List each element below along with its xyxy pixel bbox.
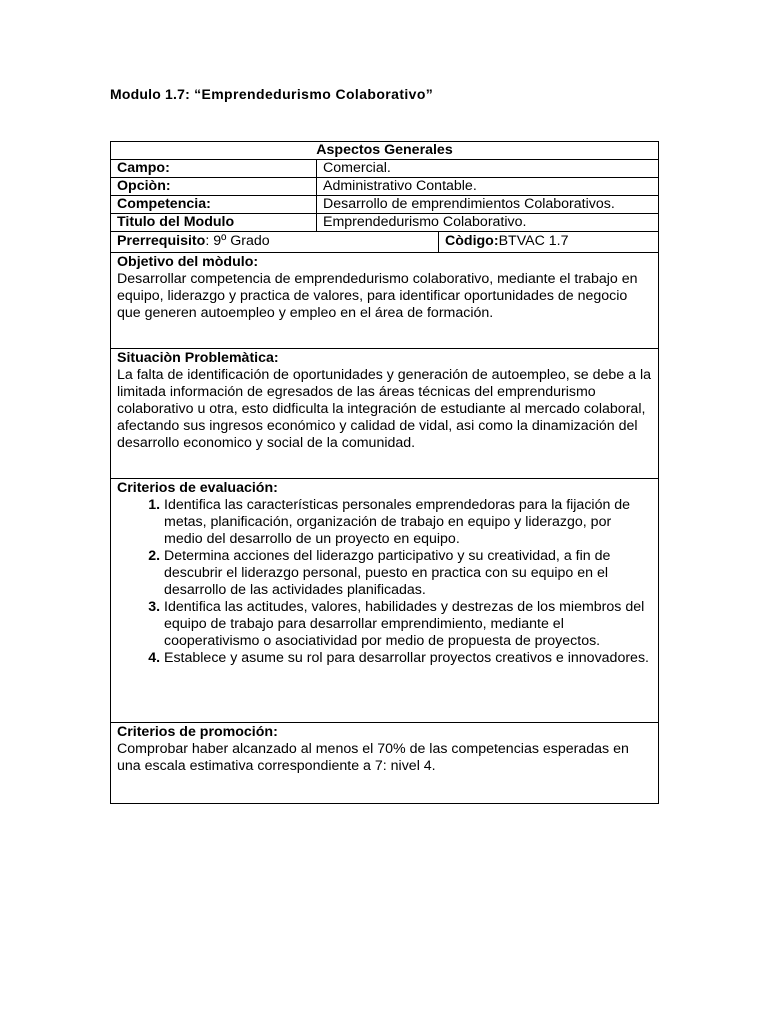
table-row bbox=[111, 178, 659, 196]
row-label-competencia: Competencia: bbox=[111, 196, 317, 214]
situation-title: Situaciòn Problemàtica: bbox=[117, 350, 279, 366]
document-title bbox=[110, 86, 433, 102]
prerequisite-label: Prerrequisito bbox=[117, 233, 206, 249]
objective-text: Desarrollar competencia de emprendedurismo colaborativo, mediante el trabajo en equipo, liderazgo y practica de valores, para identificar oportunidades de negocio que generen autoempleo y empleo en el área de formación. bbox=[117, 271, 638, 321]
table-row-situation bbox=[111, 349, 659, 479]
row-value-opcion: Administrativo Contable. bbox=[317, 178, 659, 196]
row-label-opcion: Opciòn: bbox=[111, 178, 317, 196]
table-row-promotion bbox=[111, 723, 659, 804]
situation-cell bbox=[111, 349, 659, 479]
list-item: 2. Determina acciones del liderazgo participativo y su creatividad, a fin de descubrir el liderazgo personal, puesto en practica con su equipo en el desarrollo de las actividades planificadas. bbox=[164, 548, 652, 599]
table-row bbox=[111, 196, 659, 214]
prerequisite-cell bbox=[111, 232, 439, 253]
evaluation-list bbox=[117, 497, 652, 667]
code-label: Còdigo: bbox=[445, 233, 499, 249]
row-value-competencia: Desarrollo de emprendimientos Colaborativos. bbox=[317, 196, 659, 214]
promotion-title: Criterios de promoción: bbox=[117, 724, 278, 740]
promotion-text: Comprobar haber alcanzado al menos el 70% de las competencias esperadas en una escala estimativa correspondiente a 7: nivel 4. bbox=[117, 741, 629, 774]
code-cell bbox=[439, 232, 659, 253]
table-header: Aspectos Generales bbox=[111, 142, 659, 160]
module-table bbox=[110, 141, 659, 804]
row-value-titulo: Emprendedurismo Colaborativo. bbox=[317, 214, 659, 232]
table-row bbox=[111, 160, 659, 178]
promotion-cell bbox=[111, 723, 659, 804]
list-item: 1. Identifica las características personales emprendedoras para la fijación de metas, planificación, organización de trabajo en equipo y liderazgo, por medio del desarrollo de un proyecto en equipo. bbox=[164, 497, 652, 548]
evaluation-cell bbox=[111, 479, 659, 723]
situation-text: La falta de identificación de oportunidades y generación de autoempleo, se debe a la limitada información de egresados de las áreas técnicas del emprendurismo colaborativo u otra, esto didficulta la integración de estudiante al mercado colaboral, afectando sus ingresos económico y calidad de vidal, asi como la dinamización del desarrollo economico y social de la comunidad. bbox=[117, 367, 651, 451]
table-row-objective bbox=[111, 253, 659, 349]
objective-title: Objetivo del mòdulo: bbox=[117, 254, 259, 270]
title-module-name: “Emprendedurismo Colaborativo” bbox=[194, 86, 434, 102]
row-label-titulo: Titulo del Modulo bbox=[111, 214, 317, 232]
list-item: 4. Establece y asume su rol para desarrollar proyectos creativos e innovadores. bbox=[164, 650, 652, 667]
table-row-prerequisite bbox=[111, 232, 659, 253]
prerequisite-value: : 9º Grado bbox=[205, 233, 270, 249]
list-item: 3. Identifica las actitudes, valores, habilidades y destrezas de los miembros del equipo de trabajo para desarrollar emprendimiento, mediante el cooperativismo o asociatividad por medio de propuesta de proyectos. bbox=[164, 599, 652, 650]
table-row-evaluation bbox=[111, 479, 659, 723]
code-value: BTVAC 1.7 bbox=[498, 233, 569, 249]
table-row bbox=[111, 214, 659, 232]
row-label-campo: Campo: bbox=[111, 160, 317, 178]
objective-cell bbox=[111, 253, 659, 349]
row-value-campo: Comercial. bbox=[317, 160, 659, 178]
evaluation-title: Criterios de evaluación: bbox=[117, 480, 278, 496]
title-prefix: Modulo 1.7: bbox=[110, 86, 195, 102]
